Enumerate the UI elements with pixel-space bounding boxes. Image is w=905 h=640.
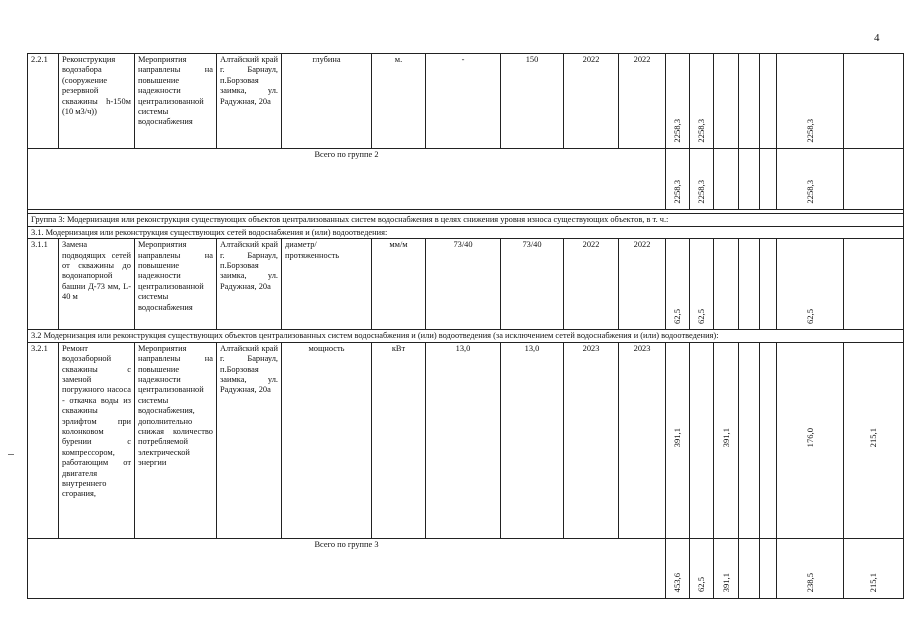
amount-cell xyxy=(666,149,690,210)
end-year: 2023 xyxy=(619,342,666,538)
measure-purpose: Мероприятия направлены на повышение надежности централизованной системы водоснабжения xyxy=(135,239,217,330)
amount-cell xyxy=(666,342,690,538)
amount-cell xyxy=(690,342,714,538)
table-row xyxy=(28,342,904,538)
amount-cell xyxy=(739,538,760,598)
amount-cell xyxy=(666,239,690,330)
measure-location: Алтайский край г. Барнаул, п.Борзовая заимка, ул. Радужная, 20а xyxy=(217,54,282,149)
measure-purpose: Мероприятия направлены на повышение надежности централизованной системы водоснабжения, дополнительно снижая количество потребляемой электрической энергии xyxy=(135,342,217,538)
amount-cell xyxy=(690,239,714,330)
amount-cell xyxy=(690,538,714,598)
amount-value: 2258,3 xyxy=(804,179,815,204)
measure-name: Ремонт водозаборной скважины с заменой погружного насоса - откачка воды из скважины эрлифтом при колонковом бурении с компрессором, работающим от двигателя внутреннего сгорания, xyxy=(59,342,135,538)
amount-value: 238,5 xyxy=(804,573,815,593)
subgroup-heading-row xyxy=(28,226,904,239)
indicator-name: глубина xyxy=(282,54,372,149)
amount-value: 215,1 xyxy=(868,427,879,448)
value-after: 150 xyxy=(501,54,564,149)
subgroup-heading-row xyxy=(28,330,904,343)
table-row xyxy=(28,54,904,149)
group-total-row xyxy=(28,149,904,210)
amount-cell xyxy=(690,54,714,149)
amount-cell xyxy=(666,538,690,598)
group-total-row xyxy=(28,538,904,598)
row-number: 3.2.1 xyxy=(28,342,59,538)
start-year: 2023 xyxy=(564,342,619,538)
start-year: 2022 xyxy=(564,239,619,330)
value-before: - xyxy=(426,54,501,149)
amount-cell xyxy=(844,239,904,330)
indicator-unit: мм/м xyxy=(372,239,426,330)
amount-value: 391,1 xyxy=(672,427,683,448)
amount-cell xyxy=(714,239,739,330)
subgroup-heading: 3.1. Модернизация или реконструкция существующих сетей водоснабжения и (или) водоотведения: xyxy=(28,226,904,239)
amount-cell xyxy=(739,342,760,538)
indicator-unit: м. xyxy=(372,54,426,149)
amount-value: 176,0 xyxy=(804,427,815,448)
amount-value: 62,5 xyxy=(672,308,683,324)
amount-cell xyxy=(844,54,904,149)
margin-mark xyxy=(8,454,14,455)
value-before: 13,0 xyxy=(426,342,501,538)
amount-value: 2258,3 xyxy=(672,118,683,143)
amount-cell xyxy=(714,149,739,210)
amount-value: 62,5 xyxy=(696,577,707,593)
amount-cell xyxy=(844,149,904,210)
amount-cell xyxy=(760,54,777,149)
subgroup-heading: 3.2 Модернизация или реконструкция существующих объектов централизованных систем водоснабжения и (или) водоотведения (за исключением сетей водоснабжения и (или) водоотведения): xyxy=(28,330,904,343)
amount-value: 391,1 xyxy=(720,573,731,593)
value-before: 73/40 xyxy=(426,239,501,330)
amount-cell xyxy=(714,342,739,538)
measure-location: Алтайский край г. Барнаул, п.Борзовая заимка, ул. Радужная, 20а xyxy=(217,239,282,330)
amount-cell xyxy=(777,239,844,330)
indicator-name: диаметр/ протяженность xyxy=(282,239,372,330)
amount-value: 2258,3 xyxy=(672,179,683,204)
amount-cell xyxy=(760,342,777,538)
amount-value: 2258,3 xyxy=(696,179,707,204)
investment-program-table xyxy=(27,53,904,599)
amount-cell xyxy=(777,342,844,538)
measure-name: Замена подводящих сетей от скважины до водонапорной башни Д-73 мм, L-40 м xyxy=(59,239,135,330)
indicator-name: мощность xyxy=(282,342,372,538)
amount-cell xyxy=(777,54,844,149)
amount-cell xyxy=(760,149,777,210)
value-after: 73/40 xyxy=(501,239,564,330)
amount-cell xyxy=(739,54,760,149)
table-row xyxy=(28,239,904,330)
amount-value: 453,6 xyxy=(672,573,683,593)
amount-value: 62,5 xyxy=(804,308,815,324)
amount-cell xyxy=(714,54,739,149)
group-heading: Группа 3: Модернизация или реконструкция существующих объектов централизованных систем водоснабжения в целях снижения уровня износа существующих объектов, в т. ч.: xyxy=(28,214,904,227)
value-after: 13,0 xyxy=(501,342,564,538)
amount-cell xyxy=(666,54,690,149)
amount-cell xyxy=(690,149,714,210)
amount-value: 215,1 xyxy=(868,573,879,593)
start-year: 2022 xyxy=(564,54,619,149)
amount-cell xyxy=(777,149,844,210)
amount-value: 62,5 xyxy=(696,308,707,324)
group-heading-row xyxy=(28,214,904,227)
amount-cell xyxy=(739,239,760,330)
amount-cell xyxy=(714,538,739,598)
amount-value: 391,1 xyxy=(720,427,731,448)
amount-cell xyxy=(739,149,760,210)
amount-cell xyxy=(844,538,904,598)
end-year: 2022 xyxy=(619,54,666,149)
indicator-unit: кВт xyxy=(372,342,426,538)
measure-name: Реконструкция водозабора (сооружение резервной скважины h-150м (10 м3/ч)) xyxy=(59,54,135,149)
row-number: 3.1.1 xyxy=(28,239,59,330)
page-number: 4 xyxy=(874,32,880,44)
amount-cell xyxy=(844,342,904,538)
amount-cell xyxy=(760,239,777,330)
measure-purpose: Мероприятия направлены на повышение надежности централизованной системы водоснабжения xyxy=(135,54,217,149)
row-number: 2.2.1 xyxy=(28,54,59,149)
amount-value: 2258,3 xyxy=(804,118,815,143)
measure-location: Алтайский край г. Барнаул, п.Борзовая заимка, ул. Радужная, 20а xyxy=(217,342,282,538)
amount-cell xyxy=(760,538,777,598)
amount-value: 2258,3 xyxy=(696,118,707,143)
group-total-label: Всего по группе 2 xyxy=(28,149,666,210)
end-year: 2022 xyxy=(619,239,666,330)
group-total-label: Всего по группе 3 xyxy=(28,538,666,598)
amount-cell xyxy=(777,538,844,598)
